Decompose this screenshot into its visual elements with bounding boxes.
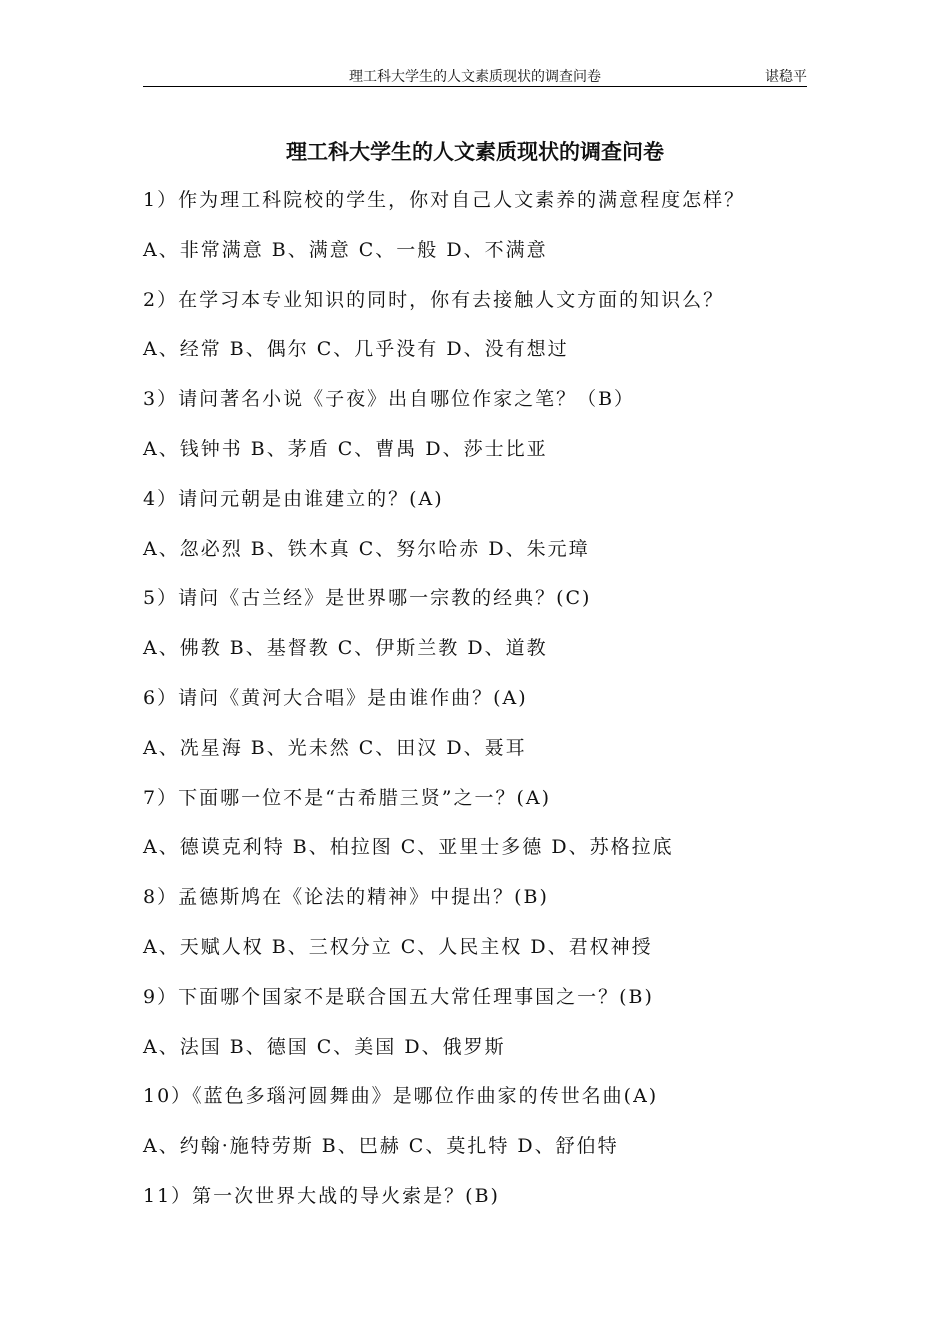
options-line: A、经常 B、偶尔 C、几乎没有 D、没有想过: [143, 338, 569, 361]
question-line: 4）请问元朝是由谁建立的？(A): [143, 487, 444, 510]
options-line: A、忽必烈 B、铁木真 C、努尔哈赤 D、朱元璋: [143, 537, 590, 560]
question-line: 1）作为理工科院校的学生，你对自己人文素养的满意程度怎样？: [143, 189, 746, 211]
options-line: A、约翰·施特劳斯 B、巴赫 C、莫扎特 D、舒伯特: [143, 1135, 619, 1158]
question-line: 8）孟德斯鸠在《论法的精神》中提出？(B): [143, 886, 549, 909]
options-line: A、天赋人权 B、三权分立 C、人民主权 D、君权神授: [143, 935, 653, 958]
question-line: 10）《蓝色多瑙河圆舞曲》是哪位作曲家的传世名曲(A): [143, 1085, 659, 1108]
question-line: 5）请问《古兰经》是世界哪一宗教的经典？(C): [143, 587, 592, 610]
options-line: A、法国 B、德国 C、美国 D、俄罗斯: [143, 1035, 506, 1058]
options-line: A、德谟克利特 B、柏拉图 C、亚里士多德 D、苏格拉底: [143, 836, 674, 859]
questionnaire-body: [143, 184, 807, 1230]
document-title: 理工科大学生的人文素质现状的调查问卷: [286, 140, 664, 164]
question-line: 3）请问著名小说《子夜》出自哪位作家之笔？（B）: [143, 388, 636, 411]
header-author: 谌稳平: [765, 69, 807, 85]
question-line: 6）请问《黄河大合唱》是由谁作曲？(A): [143, 686, 528, 709]
question-line: 7）下面哪一位不是“古希腊三贤”之一？(A): [143, 786, 552, 809]
question-line: 9）下面哪个国家不是联合国五大常任理事国之一？(B): [143, 985, 654, 1008]
question-line: 2）在学习本专业知识的同时，你有去接触人文方面的知识么？: [143, 288, 725, 311]
options-line: A、冼星海 B、光未然 C、田汉 D、聂耳: [143, 736, 527, 759]
options-line: A、非常满意 B、满意 C、一般 D、不满意: [143, 238, 548, 261]
options-line: A、佛教 B、基督教 C、伊斯兰教 D、道教: [143, 637, 548, 660]
question-line: 11）第一次世界大战的导火索是？(B): [143, 1184, 500, 1207]
page-header: [143, 64, 807, 87]
options-line: A、钱钟书 B、茅盾 C、曹禺 D、莎士比亚: [143, 437, 548, 460]
header-title: 理工科大学生的人文素质现状的调查问卷: [349, 69, 601, 85]
